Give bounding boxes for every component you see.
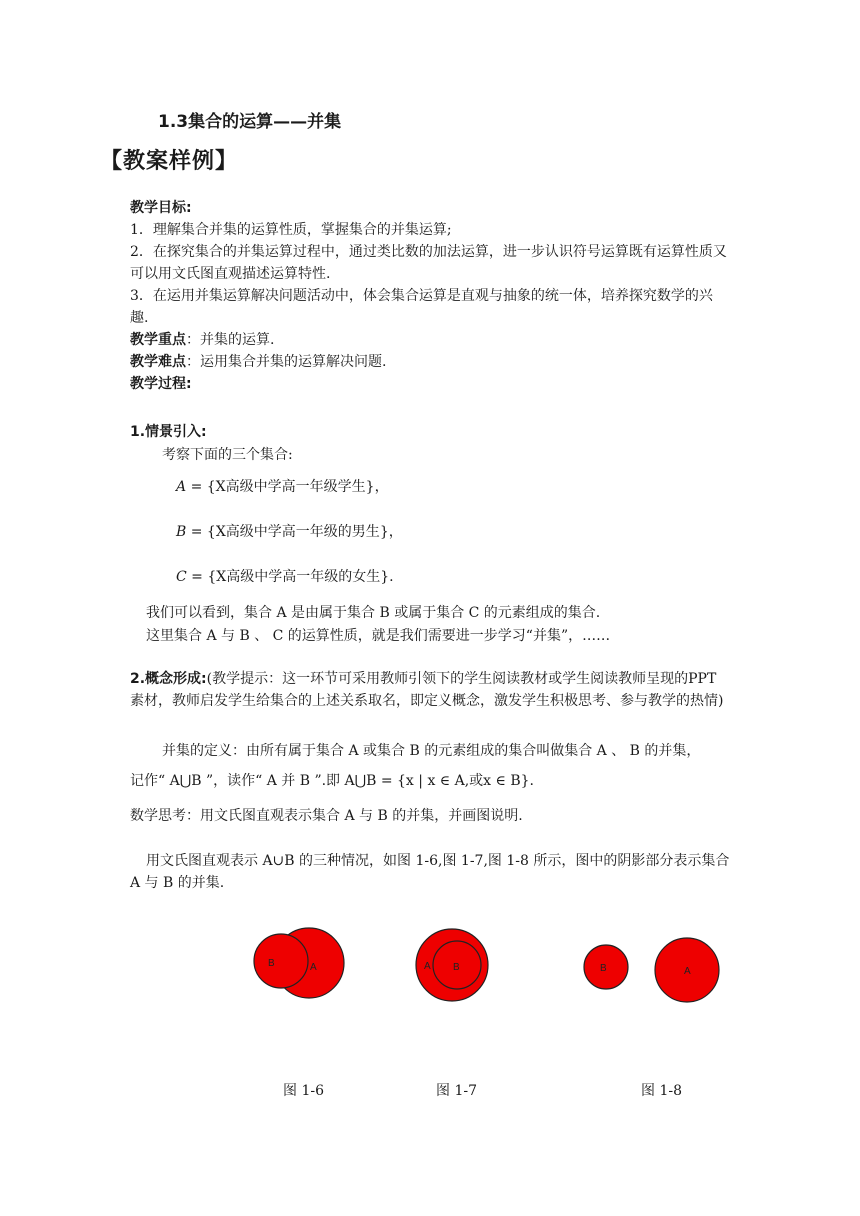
set-b-body: X高级中学高一年级的男生 — [215, 524, 380, 540]
label-a: A — [684, 966, 691, 977]
process-heading: 教学过程: — [130, 376, 192, 392]
label-a: A — [310, 962, 317, 973]
set-c-body: X高级中学高一年级的女生 — [216, 569, 381, 585]
set-b-circle — [254, 934, 308, 988]
difficulty — [130, 351, 386, 373]
section1-line2: 这里集合 A 与 B 、 C 的运算性质，就是我们需要进一步学习“并集”，…… — [146, 628, 611, 644]
difficulty-label: 教学难点 — [130, 354, 186, 370]
union-notation: 记作“ A⋃B ”，读作“ A 并 B ”.即 A⋃B = {x | x ∈ A,或x ∈ B}. — [130, 773, 534, 789]
venn-figure-1-6 — [250, 918, 350, 1008]
page-title: 1.3集合的运算——并集 — [158, 112, 342, 132]
set-c-definition: C = {X高级中学高一年级的女生}. — [176, 569, 394, 585]
set-a-body: X高级中学高一年级学生 — [215, 479, 366, 495]
objective-1: 1．理解集合并集的运算性质，掌握集合的并集运算; — [130, 222, 452, 238]
set-a-definition: A = {X高级中学高一年级学生}， — [176, 479, 389, 495]
section1-line1: 我们可以看到，集合 A 是由属于集合 B 或属于集合 C 的元素组成的集合. — [146, 605, 601, 621]
key-point-text: ：并集的运算. — [186, 332, 275, 348]
objective-3: 3．在运用并集运算解决问题活动中，体会集合运算是直观与抽象的统一体，培养探究数学的兴趣. — [130, 288, 713, 326]
key-point-label: 教学重点 — [130, 332, 186, 348]
set-a-name: A — [176, 479, 187, 495]
section2-note: (教学提示：这一环节可采用教师引领下的学生阅读教材或学生阅读教师呈现的PPT素材，教师启发学生给集合的上述关系取名，即定义概念，激发学生积极思考、参与教学的热情) — [130, 671, 724, 709]
set-c-name: C — [176, 569, 187, 585]
union-definition: 并集的定义：由所有属于集合 A 或集合 B 的元素组成的集合叫做集合 A 、 B 的并集， — [162, 743, 701, 759]
caption-1-7: 图 1-7 — [436, 1083, 477, 1099]
objective-2: 2．在探究集合的并集运算过程中，通过类比数的加法运算，进一步认识符号运算既有运算性质又可以用文氏图直观描述运算特性. — [130, 244, 727, 282]
section2-heading: 2.概念形成: — [130, 671, 207, 687]
label-b: B — [268, 958, 275, 969]
section1-heading: 1.情景引入: — [130, 424, 207, 440]
set-b-name: B — [176, 524, 187, 540]
section-banner: 【教案样例】 — [100, 149, 239, 174]
label-b: B — [600, 963, 607, 974]
caption-1-8: 图 1-8 — [641, 1083, 682, 1099]
difficulty-text: ：运用集合并集的运算解决问题. — [186, 354, 387, 370]
section2-block — [130, 668, 730, 712]
label-a: A — [424, 961, 431, 972]
key-point — [130, 329, 274, 351]
section1-intro: 考察下面的三个集合: — [162, 447, 293, 463]
label-b: B — [453, 962, 460, 973]
set-b-definition: B = {X高级中学高一年级的男生}， — [176, 524, 403, 540]
math-thinking: 数学思考：用文氏图直观表示集合 A 与 B 的并集，并画图说明. — [130, 808, 523, 824]
venn-description: 用文氏图直观表示 A∪B 的三种情况，如图 1-6,图 1-7,图 1-8 所示，图中的阴影部分表示集合 A 与 B 的并集. — [130, 853, 730, 891]
objectives-heading: 教学目标: — [130, 200, 192, 216]
venn-figure-1-7 — [414, 910, 494, 1020]
caption-1-6: 图 1-6 — [283, 1083, 324, 1099]
venn-figure-1-8 — [580, 920, 725, 1020]
